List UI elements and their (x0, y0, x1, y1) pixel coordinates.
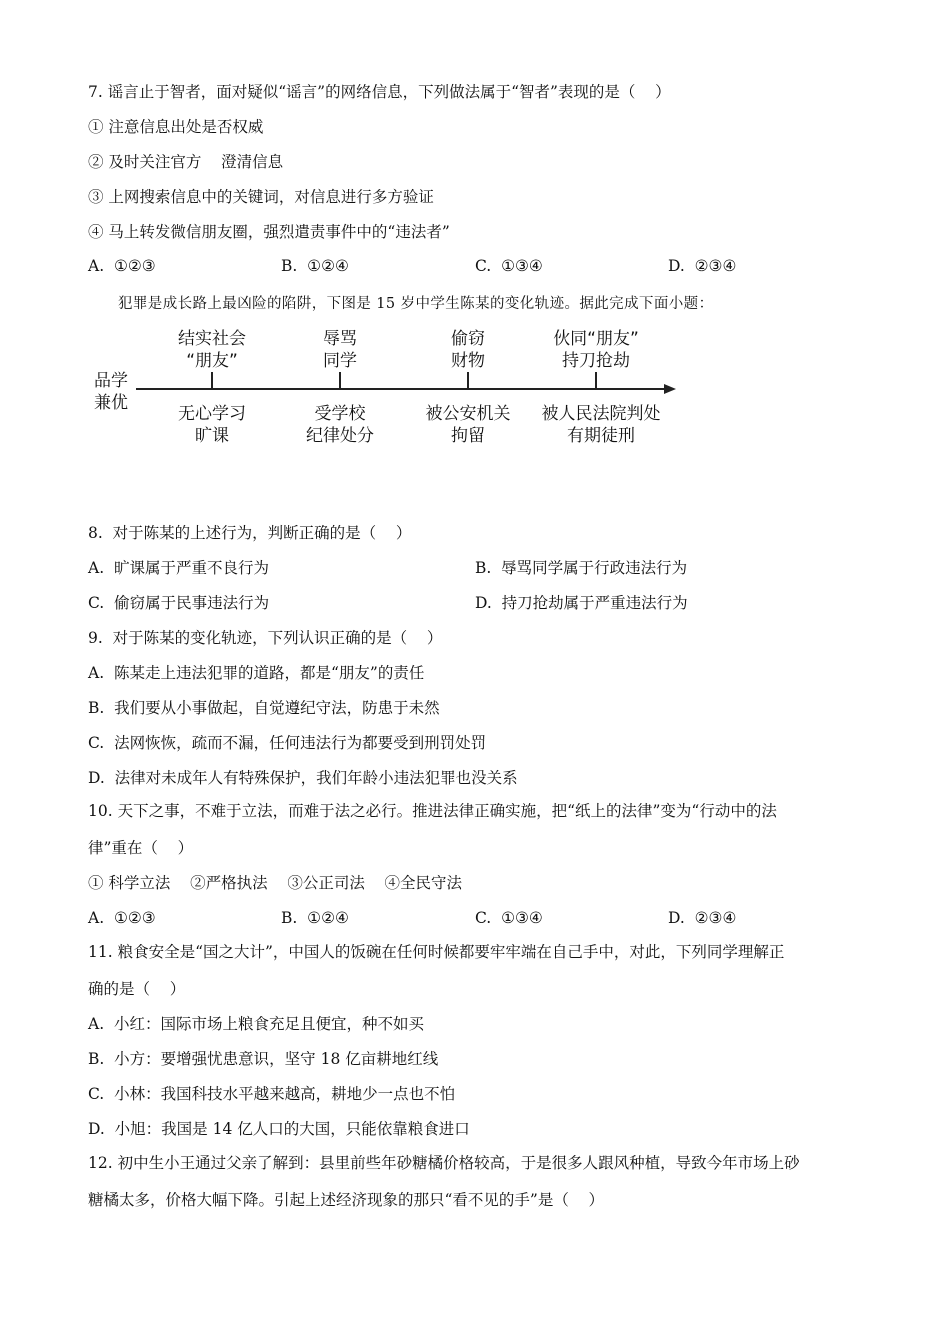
q10-option-b: B. ①②④ (281, 909, 349, 927)
q9-stem: 9. 对于陈某的变化轨迹，下列认识正确的是（ ） (88, 629, 443, 647)
q8-option-b: B. 辱骂同学属于行政违法行为 (475, 559, 688, 577)
q7-item-2: ② 及时关注官方 澄清信息 (88, 153, 284, 171)
q7-item-4: ④ 马上转发微信朋友圈，强烈遣责事件中的“违法者” (88, 223, 450, 241)
timeline-intro: 犯罪是成长路上最凶险的陷阱，下图是 15 岁中学生陈某的变化轨迹。据此完成下面小题： (118, 296, 714, 312)
q8-stem: 8. 对于陈某的上述行为，判断正确的是（ ） (88, 524, 412, 542)
q9-option-b: B. 我们要从小事做起，自觉遵纪守法，防患于未然 (88, 699, 440, 717)
timeline-arrowhead (664, 384, 676, 394)
q8-option-c: C. 偷窃属于民事违法行为 (88, 594, 270, 612)
q7-option-d: D. ②③④ (668, 257, 737, 275)
timeline-above-2: 辱骂 同学 (323, 329, 357, 371)
q7-item-1: ① 注意信息出处是否权威 (88, 118, 264, 136)
q11-option-b: B. 小方：要增强忧患意识，坚守 18 亿亩耕地红线 (88, 1050, 439, 1068)
timeline-below-1: 无心学习 旷课 (178, 404, 246, 446)
q11-option-d: D. 小旭：我国是 14 亿人口的大国，只能依靠粮食进口 (88, 1120, 470, 1138)
timeline-above-3: 偷窃 财物 (451, 329, 485, 371)
q10-stem-line1: 10. 天下之事，不难于立法，而难于法之必行。推进法律正确实施，把“纸上的法律”变为“行动中的法 (88, 802, 777, 820)
timeline-below-4: 被人民法院判处 有期徒刑 (541, 404, 661, 446)
q11-stem-line1: 11. 粮食安全是“国之大计”，中国人的饭碗在任何时候都要牢牢端在自己手中，对此，下列同学理解正 (88, 943, 785, 961)
q12-stem-line2: 糖橘太多，价格大幅下降。引起上述经济现象的那只“看不见的手”是（ ） (88, 1191, 605, 1209)
q7-option-a: A. ①②③ (88, 257, 156, 275)
q9-option-a: A. 陈某走上违法犯罪的道路，都是“朋友”的责任 (88, 664, 425, 682)
q10-items: ① 科学立法 ②严格执法 ③公正司法 ④全民守法 (88, 874, 463, 892)
q9-option-c: C. 法网恢恢，疏而不漏，任何违法行为都要受到刑罚处罚 (88, 734, 487, 752)
q7-option-c: C. ①③④ (475, 257, 543, 275)
timeline-below-2: 受学校 纪律处分 (306, 404, 374, 446)
q10-option-d: D. ②③④ (668, 909, 737, 927)
q7-stem: 7. 谣言止于智者，面对疑似“谣言”的网络信息，下列做法属于“智者”表现的是（ ） (88, 83, 671, 101)
q10-option-c: C. ①③④ (475, 909, 543, 927)
q8-option-a: A. 旷课属于严重不良行为 (88, 559, 269, 577)
timeline-above-1: 结实社会 “朋友” (178, 329, 246, 371)
q7-option-b: B. ①②④ (281, 257, 349, 275)
timeline-above-4: 伙同“朋友” 持刀抢劫 (553, 329, 639, 371)
timeline-start-label: 品学 兼优 (94, 371, 128, 413)
q7-item-3: ③ 上网搜索信息中的关键词，对信息进行多方验证 (88, 188, 434, 206)
q10-option-a: A. ①②③ (88, 909, 156, 927)
q8-option-d: D. 持刀抢劫属于严重违法行为 (475, 594, 688, 612)
q11-option-a: A. 小红：国际市场上粮食充足且便宜，种不如买 (88, 1015, 424, 1033)
timeline-below-3: 被公安机关 拘留 (425, 404, 511, 446)
q11-stem-line2: 确的是（ ） (88, 980, 186, 998)
q10-stem-line2: 律”重在（ ） (88, 839, 194, 857)
q12-stem-line1: 12. 初中生小王通过父亲了解到：县里前些年砂糖橘价格较高，于是很多人跟风种植，导致今年市场上砂 (88, 1154, 800, 1172)
q11-option-c: C. 小林：我国科技水平越来越高，耕地少一点也不怕 (88, 1085, 456, 1103)
q9-option-d: D. 法律对未成年人有特殊保护，我们年龄小违法犯罪也没关系 (88, 769, 518, 787)
timeline-diagram (0, 0, 950, 470)
